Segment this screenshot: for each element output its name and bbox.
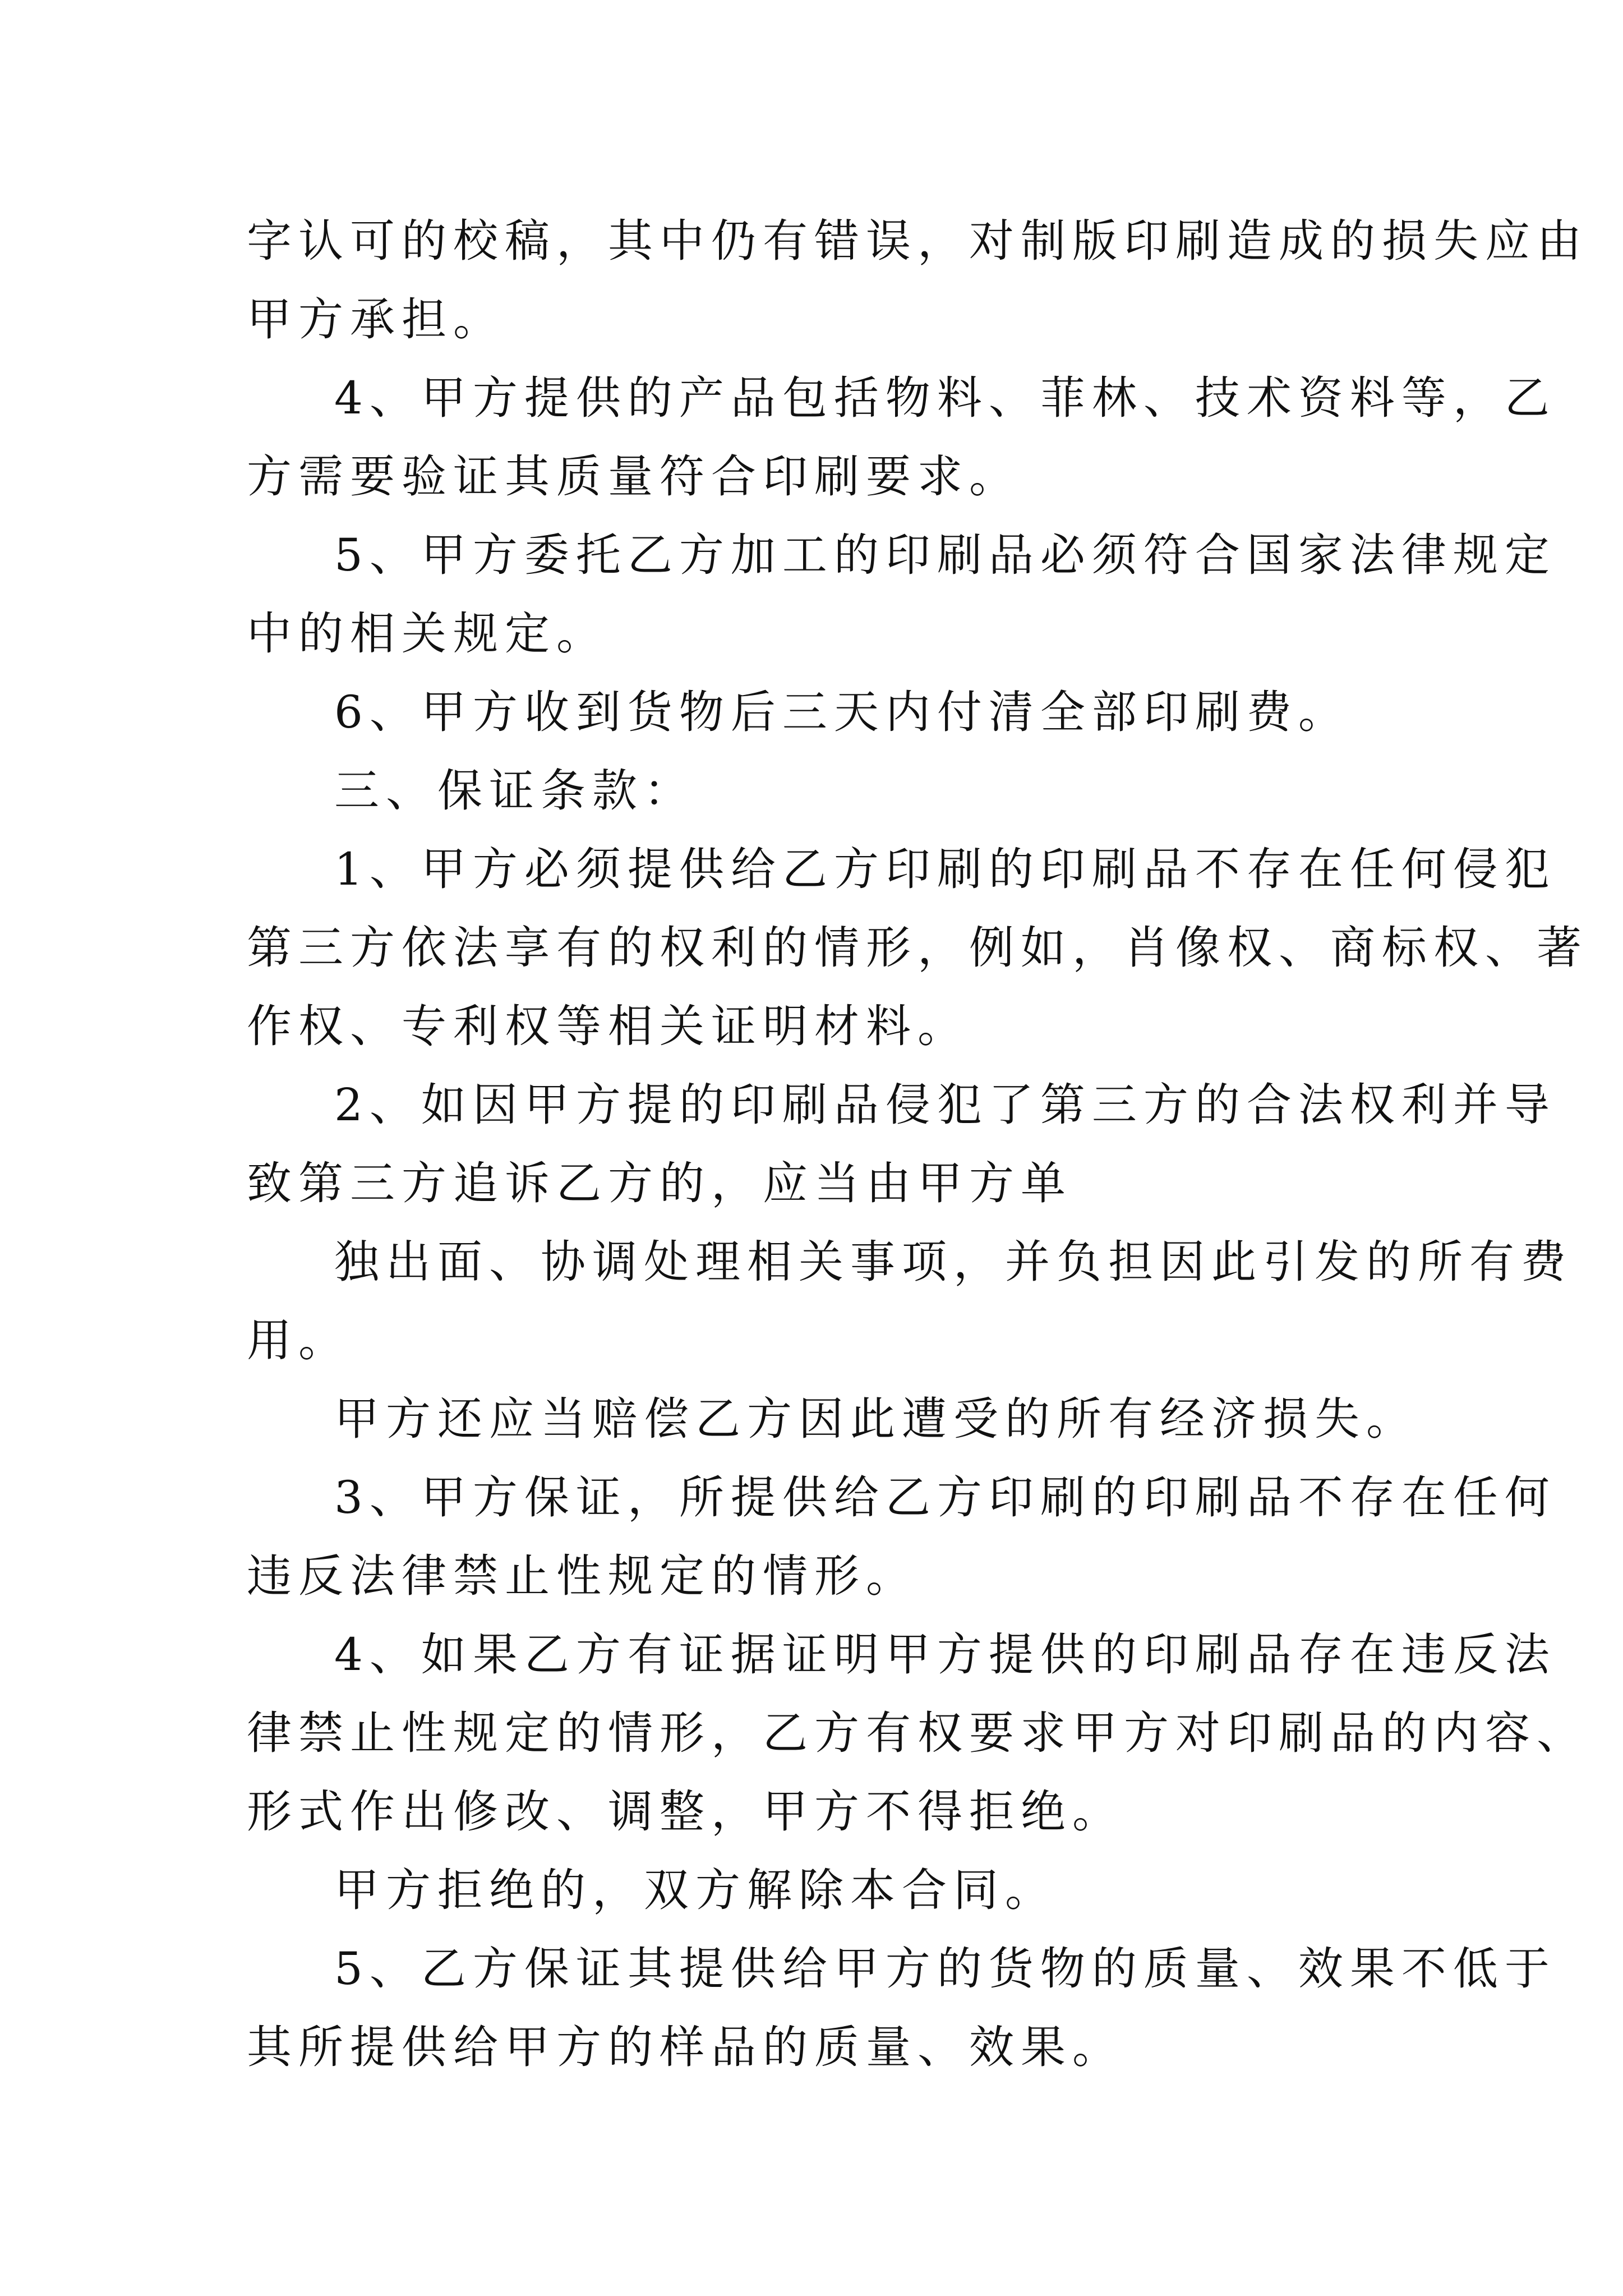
text-line: 5、乙方保证其提供给甲方的货物的质量、效果不低于 [334,1943,1556,1995]
text-line: 字认可的校稿，其中仍有错误，对制版印刷造成的损失应由 [247,215,1588,267]
text-line: 甲方还应当赔偿乙方因此遭受的所有经济损失。 [334,1393,1418,1445]
text-line: 第三方依法享有的权利的情形，例如，肖像权、商标权、著 [247,922,1588,974]
text-line: 6、甲方收到货物后三天内付清全部印刷费。 [334,686,1350,738]
text-line: 甲方承担。 [247,293,505,346]
text-line: 其所提供给甲方的样品的质量、效果。 [247,2021,1124,2073]
text-line: 中的相关规定。 [247,608,608,660]
text-line: 作权、专利权等相关证明材料。 [247,1000,969,1052]
text-line: 致第三方追诉乙方的，应当由甲方单 [247,1157,1072,1209]
text-line: 独出面、协调处理相关事项，并负担因此引发的所有费 [334,1236,1573,1288]
text-line: 律禁止性规定的情形，乙方有权要求甲方对印刷品的内容、 [247,1707,1588,1759]
text-line: 方需要验证其质量符合印刷要求。 [247,450,1021,503]
text-line: 4、如果乙方有证据证明甲方提供的印刷品存在违反法 [334,1628,1556,1681]
text-line: 4、甲方提供的产品包括物料、菲林、技术资料等，乙 [334,372,1556,424]
text-line: 1、甲方必须提供给乙方印刷的印刷品不存在任何侵犯 [334,843,1556,895]
text-line: 用。 [247,1314,350,1366]
text-line: 甲方拒绝的，双方解除本合同。 [334,1864,1057,1916]
section-heading: 三、保证条款： [334,765,695,817]
text-line: 形式作出修改、调整，甲方不得拒绝。 [247,1786,1124,1838]
text-line: 3、甲方保证，所提供给乙方印刷的印刷品不存在任何 [334,1471,1556,1524]
text-line: 5、甲方委托乙方加工的印刷品必须符合国家法律规定 [334,529,1556,581]
text-line: 2、如因甲方提的印刷品侵犯了第三方的合法权利并导 [334,1079,1556,1131]
text-line: 违反法律禁止性规定的情形。 [247,1550,917,1602]
